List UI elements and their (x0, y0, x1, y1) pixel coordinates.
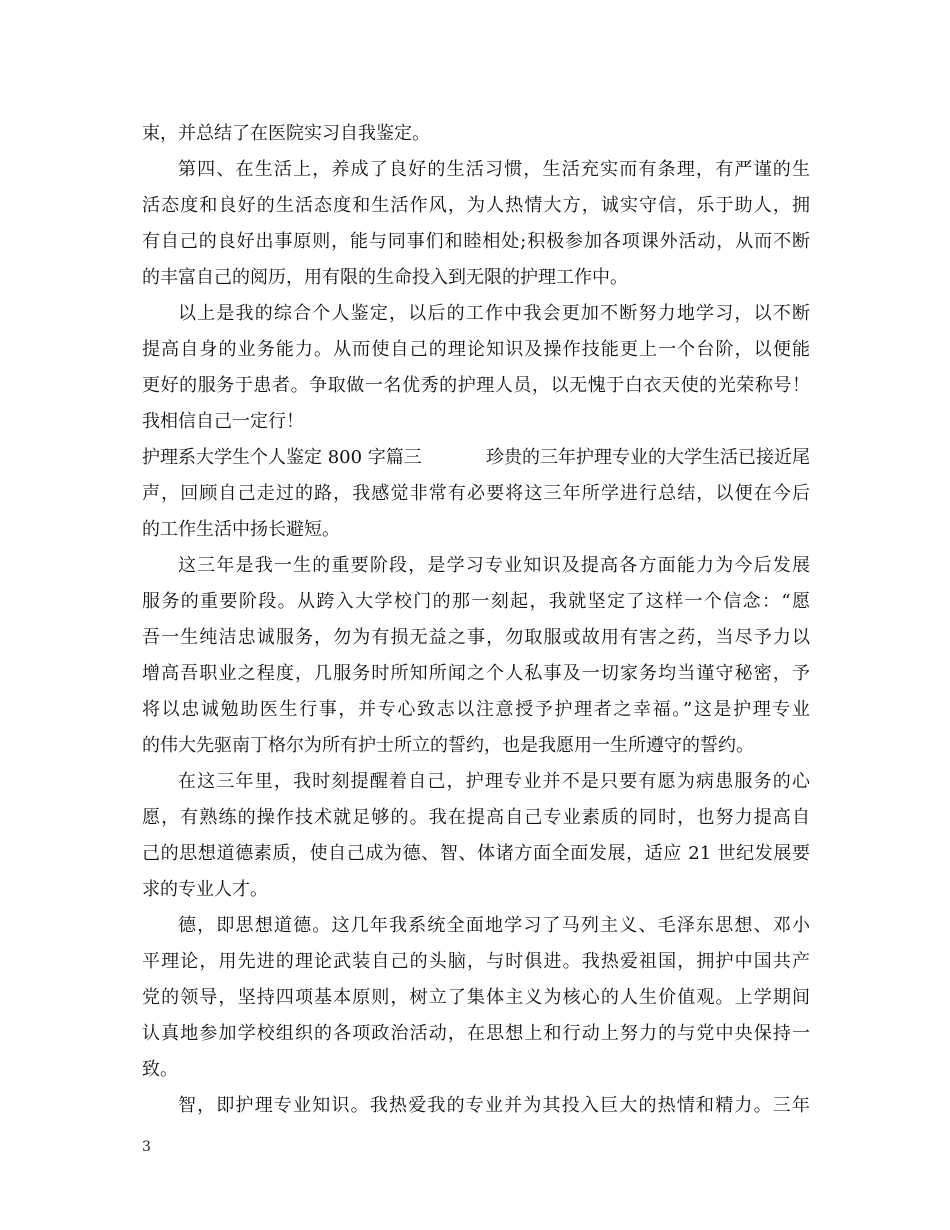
paragraph (142, 908, 810, 1088)
section-heading: 护理系大学生个人鉴定 800 字篇三 (142, 447, 422, 468)
text-line: 认真地参加学校组织的各项政治活动，在思想上和行动上努力的与党中央保持一 (142, 1023, 810, 1044)
text-line: 活态度和良好的生活态度和生活作风，为人热情大方，诚实守信，乐于助人，拥 (142, 195, 810, 216)
text-line: 增高吾职业之程度，几服务时所知所闻之个人私事及一切家务均当谨守秘密，予 (142, 663, 810, 684)
text-line: 有自己的良好出事原则，能与同事们和睦相处;积极参加各项课外活动，从而不断 (142, 231, 810, 252)
text-run: 珍贵的三年护理专业的大学生活已接近尾 (486, 447, 810, 468)
text-line: 智，即护理专业知识。我热爱我的专业并为其投入巨大的热情和精力。三年 (178, 1095, 810, 1116)
text-line: 这三年是我一生的重要阶段，是学习专业知识及提高各方面能力为今后发展 (178, 555, 810, 576)
text-line: 吾一生纯洁忠诚服务，勿为有损无益之事，勿取服或故用有害之药，当尽予力以 (142, 627, 810, 648)
paragraph (142, 116, 810, 152)
text-line: 己的思想道德素质，使自己成为德、智、体诸方面全面发展，适应 21 世纪发展要 (142, 843, 810, 864)
text-line: 党的领导，坚持四项基本原则，树立了集体主义为核心的人生价值观。上学期间 (142, 987, 810, 1008)
text-line: 的伟大先驱南丁格尔为所有护士所立的誓约，也是我愿用一生所遵守的誓约。 (142, 735, 754, 756)
paragraph (142, 296, 810, 440)
text-line: 声，回顾自己走过的路，我感觉非常有必要将这三年所学进行总结，以便在今后 (142, 483, 810, 504)
text-line: 第四、在生活上，养成了良好的生活习惯，生活充实而有条理，有严谨的生 (178, 159, 810, 180)
text-line: 的工作生活中扬长避短。 (142, 519, 340, 540)
page-number: 3 (142, 1139, 151, 1155)
paragraph (142, 1088, 810, 1124)
text-line: 求的专业人才。 (142, 879, 268, 900)
paragraph (142, 548, 810, 764)
text-line: 将以忠诚勉助医生行事，并专心致志以注意授予护理者之幸福。”这是护理专业 (142, 699, 810, 720)
paragraph (142, 152, 810, 296)
text-line: 以上是我的综合个人鉴定，以后的工作中我会更加不断努力地学习，以不断 (178, 303, 810, 324)
text-line: 的丰富自己的阅历，用有限的生命投入到无限的护理工作中。 (142, 267, 628, 288)
text-line: 束，并总结了在医院实习自我鉴定。 (142, 123, 430, 144)
text-line: 我相信自己一定行！ (142, 411, 304, 432)
text-line: 更好的服务于患者。争取做一名优秀的护理人员，以无愧于白衣天使的光荣称号！ (142, 375, 810, 396)
document-body (142, 116, 810, 1124)
text-line: 提高自身的业务能力。从而使自己的理论知识及操作技能更上一个台阶，以便能 (142, 339, 810, 360)
text-line: 平理论，用先进的理论武装自己的头脑，与时俱进。我热爱祖国，拥护中国共产 (142, 951, 810, 972)
section-heading-paragraph (142, 440, 810, 548)
text-line: 致。 (142, 1059, 178, 1080)
text-line: 服务的重要阶段。从跨入大学校门的那一刻起，我就坚定了这样一个信念：“愿 (142, 591, 810, 612)
heading-line (142, 440, 810, 476)
paragraph (142, 764, 810, 908)
text-line: 在这三年里，我时刻提醒着自己，护理专业并不是只要有愿为病患服务的心 (178, 771, 810, 792)
text-line: 愿，有熟练的操作技术就足够的。我在提高自己专业素质的同时，也努力提高自 (142, 807, 810, 828)
text-line: 德，即思想道德。这几年我系统全面地学习了马列主义、毛泽东思想、邓小 (178, 915, 810, 936)
